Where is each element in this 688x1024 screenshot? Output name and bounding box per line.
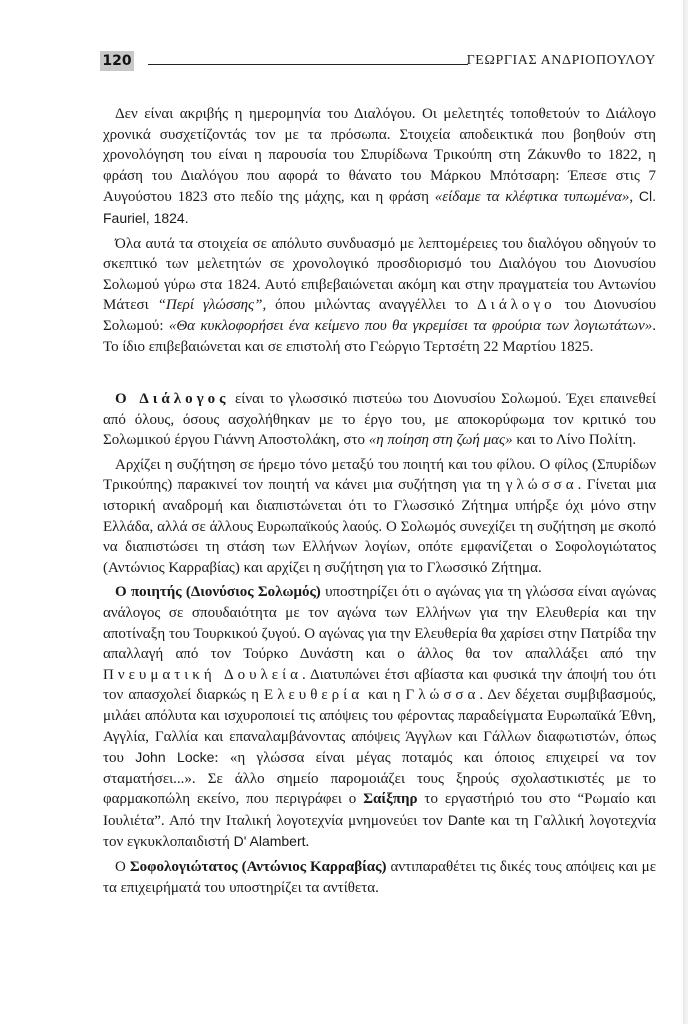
text-block-top <box>103 104 656 361</box>
paragraph-dating: Δεν είναι ακριβής η ημερομηνία του Διαλόγου. Οι μελετητές τοποθετούν το Διάλογο χρονικά συσχετίζοντάς τον με τα πρόσωπα. Στοιχεία αποδεικτικά που βοηθούν στη χρονολόγηση του είναι η παρουσία του Σπυρίδωνα Τρικούπη στη Ζάκυνθο το 1822, η φράση του Διαλόγου που αφορά το θάνατο του Μάρκου Μπότσαρη: Έπεσε στις 7 Αυγούστου 1823 στο πεδίο της μάχης, και η φράση «είδαμε τα κλέφτικα τυπωμένα», Cl. Fauriel, 1824. <box>103 106 657 226</box>
page-number: 120 <box>100 51 134 71</box>
running-head: ΓΕΩΡΓΙΑΣ ΑΝΔΡΙΟΠΟΥΛΟΥ <box>466 53 656 68</box>
paragraph-discussion: Αρχίζει η συζήτηση σε ήρεμο τόνο μεταξύ του ποιητή και του φίλου. Ο φίλος (Σπυρίδων Τρικούπης) παρακινεί τον ποιητή να κάνει μια συζήτηση για τη γλώσσα. Γίνεται μια ιστορική αναδρομή και διαπιστώνεται ότι το Γλωσσικό Ζήτημα υπήρξε όχι μόνο στην Ελλάδα, αλλά σε άλλους Ευρωπαϊκούς λαούς. Ο Σολωμός συνεχίζει τη συζήτηση με σκοπό να διαπιστώσει τη στάση των Ελλήνων λογίων, οπότε εμφανίζεται ο Σοφολογιώτατος (Αντώνιος Καρραβίας) και αρχίζει η συζήτηση για το Γλωσσικό Ζήτημα. <box>103 456 656 576</box>
paragraph-evidence: Όλα αυτά τα στοιχεία σε απόλυτο συνδυασμό με λεπτομέρειες του διαλόγου οδηγούν το σκεπτικό των μελετητών σε χρονολογικό προσδιορισμό του Διαλόγου του Διονυσίου Σολωμού γύρω στα 1824. Αυτό επιβεβαιώνεται ακόμη και στην πραγματεία του Αντωνίου Μάτεσι “Περί γλώσσης”, όπου μιλώντας αναγγέλλει το Διάλογο του Διονυσίου Σολωμού: «Θα κυκλοφορήσει ένα κείμενο που θα γκρεμίσει τα φρούρια των λογιωτάτων». Το ίδιο επιβεβαιώνεται και σε επιστολή στο Γεώργιο Τερτσέτη 22 Μαρτίου 1825. <box>103 235 656 355</box>
paragraph-sofologiotatos: Ο Σοφολογιώτατος (Αντώνιος Καρραβίας) αντιπαραθέτει τις δικές τους απόψεις και με τα επιχειρήματά του υποστηρίζει τα αντίθετα. <box>103 859 656 896</box>
paragraph-dialogue-intro: Ο Διάλογος είναι το γλωσσικό πιστεύω του Διονυσίου Σολωμού. Έχει επαινεθεί από όλους, όσους ασχολήθηκαν με το έργο του, με αποκορύφωμα τον κριτικό του Σολωμικού έργου Γιάννη Αποστολάκη, στο «η ποίηση στη ζωή μας» και το Λίνο Πολίτη. <box>103 391 656 449</box>
page-header <box>100 51 656 73</box>
page-edge-shadow <box>683 0 688 1024</box>
paragraph-poet: Ο ποιητής (Διονύσιος Σολωμός) υποστηρίζει ότι ο αγώνας για τη γλώσσα είναι αγώνας ανάλογος σε σπουδαιότητα με τον αγώνα των Ελλήνων για την Ελευθερία και την αποτίναξη του Τουρκικού ζυγού. Ο αγώνας για την Ελευθερία θα χαρίσει στην Πατρίδα την απαλλαγή από τον Τούρκο Δυνάστη και ο άλλος θα τον απαλλάξει από την Πνευματική Δουλεία. Διατυπώνει έτσι αβίαστα και φυσικά την άποψή του ότι τον απασχολεί διαρκώς η Ελευθερία και η Γλώσσα. Δεν δέχεται συμβιβασμούς, μιλάει απόλυτα και ισχυροποιεί τις απόψεις του φέροντας παραδείγματα Ευρωπαϊκά Έθνη, Αγγλία, Γαλλία και επαναλαμβάνοντας απόψεις Άγγλων και Γάλλων διαφωτιστών, όπως του John Locke: «η γλώσσα είναι μέγας ποταμός και όποιος επιχειρεί να τον σταματήσει...». Σε άλλο σημείο παρομοιάζει τους ξηρούς σχολαστικιστές με το φαρμακοπώλη εκείνο, που περιγράφει ο Σαίξπηρ το εργαστήριό του στο “Ρωμαίο και Ιουλιέτα”. Από την Ιταλική λογοτεχνία μνημονεύει τον Dante και τη Γαλλική λογοτεχνία τον εγκυκλοπαιδιστή D' Alambert. <box>103 584 657 851</box>
header-rule <box>148 64 468 65</box>
text-block-main <box>103 389 656 902</box>
